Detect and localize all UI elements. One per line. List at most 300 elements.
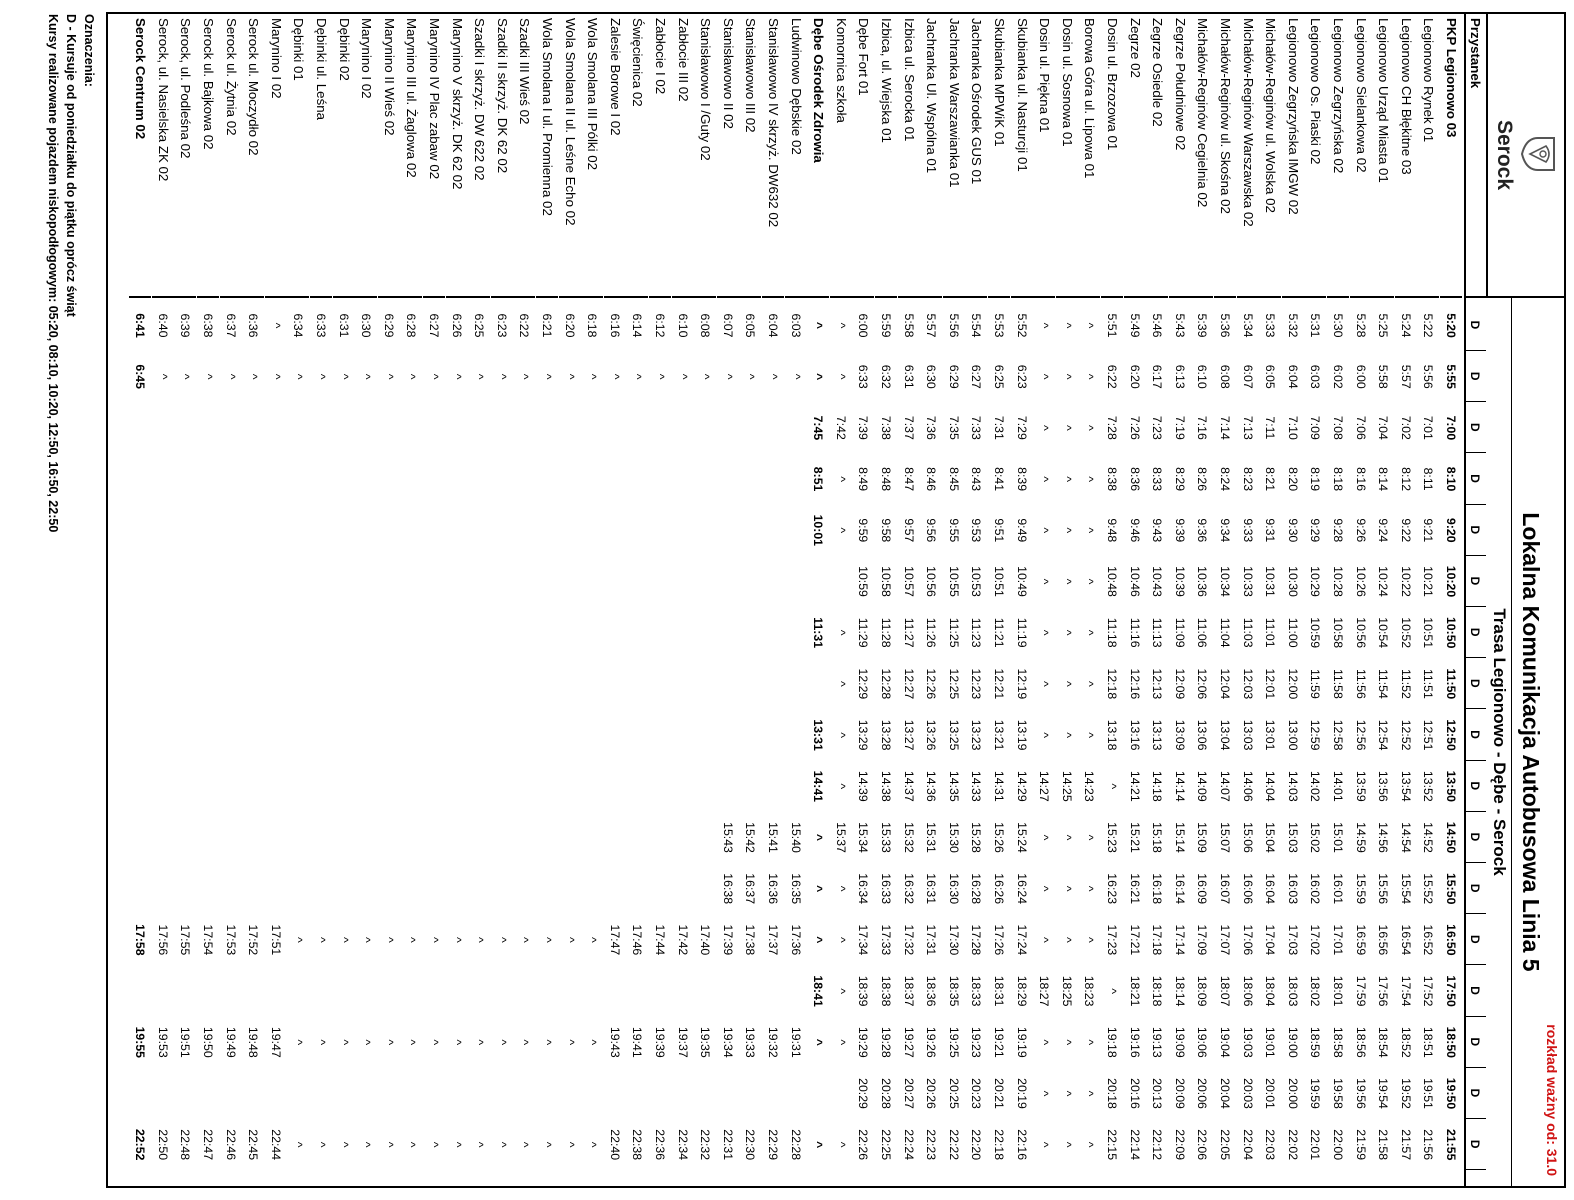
time-cell [694, 966, 716, 1017]
time-cell: 15:24 [1014, 822, 1029, 853]
time-cell [174, 505, 196, 556]
time-cell: 7:38 [879, 415, 893, 440]
stop-row [1011, 14, 1033, 1186]
time-cell [626, 454, 648, 505]
stop-name: Serock ul. Żytnia 02 [220, 14, 242, 298]
time-cell: 7:04 [1376, 415, 1391, 440]
time-cell: 12:27 [901, 668, 916, 700]
time-cell: 7:11 [1263, 416, 1278, 440]
time-cell: 15:54 [1398, 873, 1413, 905]
time-cell [129, 454, 151, 505]
time-cell: 18:56 [1353, 1026, 1368, 1058]
time-cell: 9:29 [1308, 518, 1323, 543]
time-cell: 6:00 [856, 313, 871, 338]
time-cell: 16:33 [879, 873, 893, 905]
time-cell [310, 1068, 332, 1119]
time-cell: 14:36 [924, 770, 939, 802]
time-cell: 5:39 [1195, 313, 1210, 338]
town-name: Serock [1493, 119, 1516, 191]
time-cell [559, 863, 581, 914]
time-cell: 11:13 [1150, 617, 1165, 648]
stop-row [649, 14, 671, 1186]
time-cell: ^ [1059, 1141, 1074, 1148]
time-cell: 20:25 [946, 1078, 961, 1109]
time-cell [491, 761, 513, 812]
stop-name: Serock ul. Bajkowa 02 [197, 14, 219, 298]
time-cell: 20:01 [1263, 1078, 1278, 1109]
time-cell: ^ [381, 937, 396, 943]
time-cell: ^ [1037, 527, 1052, 534]
time-cell: 12:03 [1240, 668, 1255, 700]
time-cell [672, 556, 694, 607]
time-cell: 17:37 [766, 924, 780, 956]
time-cell: 17:31 [924, 924, 939, 956]
time-cell: ^ [268, 373, 283, 380]
time-cell: 11:04 [1218, 617, 1232, 648]
time-cell: 6:03 [788, 313, 803, 338]
time-cell: 10:55 [946, 566, 961, 597]
time-cell [242, 556, 264, 607]
time-cell: ^ [698, 373, 713, 380]
time-cell [513, 710, 535, 761]
time-cell [468, 812, 490, 863]
time-cell: 13:50 [1444, 770, 1458, 803]
time-cell: ^ [494, 937, 509, 943]
time-cell [717, 658, 739, 709]
time-cell: 11:18 [1105, 617, 1119, 648]
time-cell: ^ [246, 373, 261, 380]
time-cell: 16:50 [1444, 924, 1458, 956]
time-cell: 15:42 [743, 822, 758, 853]
time-cell [626, 556, 648, 607]
stop-row [536, 14, 558, 1186]
time-cell: ^ [1082, 322, 1097, 329]
stop-name: Stanisławowo I /Guty 02 [694, 14, 716, 298]
time-cell: 7:19 [1172, 415, 1187, 440]
time-cell [220, 812, 242, 863]
stop-row [604, 14, 626, 1186]
time-cell: 19:47 [268, 1026, 283, 1058]
time-cell: 5:43 [1172, 313, 1187, 338]
time-cell: 6:05 [743, 313, 758, 338]
time-cell: 7:23 [1150, 415, 1165, 440]
time-cell: 22:05 [1218, 1129, 1232, 1161]
time-cell: ^ [562, 1039, 577, 1046]
time-cell: 7:37 [901, 415, 916, 440]
time-cell: 18:52 [1398, 1026, 1413, 1058]
time-cell: 22:00 [1331, 1129, 1345, 1161]
time-cell: 19:21 [992, 1026, 1006, 1058]
time-cell [129, 812, 151, 863]
time-cell [649, 607, 671, 658]
timetable-header [1486, 14, 1564, 1186]
time-cell: 22:40 [607, 1129, 622, 1161]
time-cell: 6:08 [1218, 364, 1232, 389]
time-cell: ^ [268, 322, 283, 329]
time-cell [287, 812, 309, 863]
time-cell: 12:58 [1331, 719, 1345, 751]
time-cell: 12:59 [1308, 719, 1323, 751]
time-cell: 17:23 [1105, 924, 1119, 956]
time-cell [400, 658, 422, 709]
coat-of-arms-icon [1520, 134, 1558, 174]
time-cell: 11:58 [1331, 668, 1345, 699]
time-cell: 15:31 [924, 822, 939, 853]
time-cell [174, 710, 196, 761]
time-cell: ^ [1037, 425, 1052, 431]
departure-mark: D [1466, 658, 1486, 709]
stop-name: Michałów-Reginów Cegielnia 02 [1191, 14, 1213, 298]
time-cell: 9:48 [1105, 518, 1119, 543]
time-cell [785, 658, 807, 709]
time-cell [762, 658, 784, 709]
time-cell [446, 761, 468, 812]
time-cell: ^ [517, 373, 532, 380]
time-cell: ^ [833, 527, 848, 534]
stop-row [378, 14, 400, 1186]
time-cell: 18:59 [1308, 1026, 1323, 1058]
time-cell [626, 966, 648, 1017]
time-cell: 14:27 [1037, 770, 1052, 802]
stop-name: Święcienica 02 [626, 14, 648, 298]
time-cell: 5:55 [1444, 364, 1458, 389]
time-cell: 15:01 [1331, 822, 1345, 853]
time-cell: 8:14 [1376, 467, 1391, 492]
time-cell: ^ [427, 1141, 441, 1148]
time-cell [491, 863, 513, 914]
time-cell [378, 863, 400, 914]
time-cell [717, 761, 739, 812]
time-cell: ^ [1082, 681, 1097, 687]
time-cell: 13:18 [1105, 719, 1119, 751]
stop-row [1101, 14, 1123, 1186]
time-cell [378, 812, 400, 863]
time-cell: 10:26 [1353, 566, 1368, 597]
time-cell: 8:46 [924, 467, 939, 492]
stop-row [943, 14, 965, 1186]
stop-row [355, 14, 377, 1186]
time-cell [174, 863, 196, 914]
time-cell: 5:49 [1127, 313, 1142, 338]
time-cell [807, 556, 829, 607]
time-cell [265, 607, 287, 658]
time-cell: 18:31 [992, 975, 1006, 1007]
time-cell: 9:34 [1218, 518, 1232, 543]
time-cell [717, 454, 739, 505]
time-cell [220, 454, 242, 505]
time-cell: 10:46 [1127, 566, 1142, 597]
time-cell [649, 556, 671, 607]
header-row [1464, 14, 1486, 1186]
time-cell: 6:33 [856, 364, 871, 389]
time-cell: 20:09 [1172, 1078, 1187, 1109]
time-cell [220, 1068, 242, 1119]
time-cell: ^ [811, 1141, 826, 1149]
time-cell [491, 505, 513, 556]
time-cell: 22:38 [630, 1129, 645, 1161]
time-cell [468, 1068, 490, 1119]
time-cell [446, 710, 468, 761]
time-cell: 7:09 [1308, 415, 1323, 440]
stop-name: Stanisławowo II 02 [717, 14, 739, 298]
time-cell: 11:00 [1285, 617, 1300, 648]
time-cell: ^ [585, 937, 600, 943]
time-cell [739, 1068, 761, 1119]
time-cell [536, 402, 558, 453]
time-cell: 15:02 [1308, 822, 1323, 853]
time-cell: ^ [833, 476, 848, 482]
time-cell [491, 454, 513, 505]
stop-row [852, 14, 874, 1186]
departure-mark: D [1466, 351, 1486, 402]
time-cell: 10:24 [1376, 566, 1391, 597]
time-cell [355, 556, 377, 607]
time-cell: 8:39 [1014, 467, 1029, 492]
time-cell: 9:53 [969, 518, 984, 543]
time-cell: ^ [291, 373, 306, 380]
time-cell [581, 812, 603, 863]
time-cell [717, 556, 739, 607]
time-cell: 13:59 [1353, 770, 1368, 802]
time-cell: ^ [1059, 681, 1074, 687]
stop-name: Borowa Góra ul. Lipowa 01 [1078, 14, 1100, 298]
time-cell [174, 402, 196, 453]
stop-row [1282, 14, 1304, 1186]
stop-name: Zalesie Borowe I 02 [604, 14, 626, 298]
time-cell: 18:33 [969, 975, 984, 1007]
time-cell: 16:36 [766, 873, 780, 905]
time-cell: 22:20 [969, 1129, 984, 1161]
time-cell: 16:56 [1376, 924, 1391, 956]
stop-name: Szadki II skrzyż. DK 62 02 [491, 14, 513, 298]
time-cell [400, 505, 422, 556]
time-cell: 13:23 [969, 719, 984, 751]
time-cell: 6:25 [472, 313, 487, 338]
stop-row [174, 14, 196, 1186]
time-cell: ^ [1037, 732, 1052, 738]
time-cell: 8:33 [1150, 467, 1165, 492]
time-cell: 22:18 [992, 1129, 1006, 1161]
time-cell: 16:38 [720, 873, 735, 905]
time-cell [174, 658, 196, 709]
time-cell: 12:00 [1285, 668, 1300, 700]
time-cell: 22:03 [1263, 1129, 1278, 1161]
time-cell: 19:18 [1105, 1026, 1119, 1058]
time-cell: 6:22 [1105, 364, 1119, 389]
time-cell: 5:20 [1444, 313, 1458, 338]
time-cell: ^ [1037, 681, 1052, 687]
time-cell: 6:16 [607, 313, 622, 338]
time-cell: ^ [1082, 629, 1097, 636]
time-cell: 19:48 [246, 1026, 261, 1058]
time-cell: ^ [1105, 988, 1119, 994]
time-cell [423, 402, 445, 453]
time-cell: ^ [833, 937, 848, 943]
time-cell: ^ [449, 1141, 464, 1148]
time-cell: 17:28 [969, 924, 984, 956]
time-cell [739, 710, 761, 761]
time-cell: 16:03 [1285, 873, 1300, 905]
time-cell: 16:04 [1263, 873, 1278, 905]
time-cell [287, 710, 309, 761]
time-cell [310, 966, 332, 1017]
time-cell: 19:49 [223, 1026, 238, 1058]
time-cell: 19:32 [766, 1026, 780, 1058]
time-cell: 7:36 [924, 415, 939, 440]
time-cell: 19:41 [630, 1026, 645, 1058]
time-cell [400, 863, 422, 914]
stop-name: Zegrze Osiedle 02 [1146, 14, 1168, 298]
time-cell: 20:21 [992, 1078, 1006, 1109]
time-cell: 17:03 [1285, 924, 1300, 956]
time-cell [378, 1068, 400, 1119]
time-cell: 17:09 [1195, 924, 1210, 956]
time-cell: 17:26 [992, 924, 1006, 956]
time-cell [762, 454, 784, 505]
time-cell: 5:58 [1376, 364, 1391, 389]
time-cell [265, 658, 287, 709]
time-cell [468, 505, 490, 556]
time-cell: 15:26 [992, 822, 1006, 853]
time-cell: 18:41 [811, 975, 826, 1007]
time-cell: ^ [517, 1141, 532, 1148]
time-cell [310, 556, 332, 607]
time-cell: ^ [1037, 834, 1052, 841]
time-cell [604, 863, 626, 914]
time-cell: 10:49 [1014, 566, 1029, 597]
time-cell: ^ [1082, 476, 1097, 482]
time-cell: 14:09 [1195, 770, 1210, 802]
time-cell: 8:26 [1195, 467, 1210, 492]
time-cell [536, 863, 558, 914]
time-cell: 13:13 [1150, 719, 1165, 751]
time-cell [446, 812, 468, 863]
time-cell [265, 966, 287, 1017]
departure-mark: D [1466, 1119, 1486, 1170]
time-cell: 5:52 [1014, 313, 1029, 338]
time-cell [581, 966, 603, 1017]
time-cell [468, 607, 490, 658]
time-cell: 17:44 [653, 924, 667, 956]
time-cell: 6:31 [901, 364, 916, 389]
time-cell: 10:21 [1421, 566, 1436, 597]
time-cell [174, 1068, 196, 1119]
time-cell [785, 454, 807, 505]
time-cell [626, 607, 648, 658]
time-cell: 6:36 [246, 313, 261, 338]
time-cell [559, 658, 581, 709]
stop-row [1259, 14, 1281, 1186]
time-cell: ^ [494, 1141, 509, 1148]
time-cell [220, 607, 242, 658]
time-cell: 22:47 [201, 1129, 215, 1161]
time-cell: 19:51 [178, 1026, 193, 1058]
time-cell [220, 658, 242, 709]
time-cell [333, 966, 355, 1017]
time-cell [400, 710, 422, 761]
time-cell: 10:48 [1105, 566, 1119, 597]
time-cell: ^ [427, 373, 441, 380]
time-cell: ^ [833, 322, 848, 329]
time-cell [468, 761, 490, 812]
time-cell: 9:20 [1444, 517, 1458, 543]
time-cell [694, 556, 716, 607]
time-cell: 6:08 [698, 313, 713, 338]
time-cell: 7:01 [1421, 415, 1436, 440]
time-cell: 19:52 [1398, 1078, 1413, 1109]
time-cell: 22:04 [1240, 1129, 1255, 1161]
time-cell: 12:16 [1127, 668, 1142, 700]
time-cell: 7:42 [833, 415, 848, 440]
stop-name: Jachranka Warszawianka 01 [943, 14, 965, 298]
time-cell: 8:11 [1421, 467, 1436, 491]
route-title: Trasa Legionowo - Dębe - Serock [1487, 298, 1512, 1186]
time-cell: 14:18 [1150, 770, 1165, 802]
time-cell [355, 761, 377, 812]
time-cell [717, 505, 739, 556]
time-cell: ^ [336, 1141, 351, 1148]
time-cell: 17:06 [1240, 924, 1255, 956]
time-cell: ^ [540, 373, 554, 380]
time-cell [197, 454, 219, 505]
time-cell [129, 761, 151, 812]
time-cell [174, 454, 196, 505]
stop-name: PKP Legionowo 03 [1440, 14, 1462, 298]
time-cell [423, 812, 445, 863]
time-cell: 8:36 [1127, 467, 1142, 492]
time-cell [287, 658, 309, 709]
time-cell: 10:36 [1195, 566, 1210, 597]
time-cell: ^ [427, 937, 441, 943]
time-cell: ^ [1037, 885, 1052, 892]
valid-from-label: rozkład ważny od: 31.0 [1544, 1024, 1560, 1176]
time-cell: ^ [1082, 834, 1097, 841]
time-cell: 19:33 [743, 1026, 758, 1058]
time-cell: 6:40 [155, 313, 170, 338]
time-cell: 16:28 [969, 873, 984, 905]
time-cell: 16:37 [743, 873, 758, 905]
time-cell: ^ [494, 373, 509, 380]
time-cell [333, 761, 355, 812]
time-cell [333, 1068, 355, 1119]
time-cell [672, 966, 694, 1017]
stop-name: Komornica szkoła [830, 14, 852, 298]
stop-row [400, 14, 422, 1186]
time-cell: 22:31 [720, 1129, 735, 1161]
stop-row [1327, 14, 1349, 1186]
time-cell: 18:35 [946, 975, 961, 1007]
time-cell: 12:18 [1105, 668, 1119, 700]
time-cell: 8:16 [1353, 467, 1368, 492]
time-cell [446, 1068, 468, 1119]
time-cell: 20:18 [1105, 1078, 1119, 1109]
time-cell: 9:57 [901, 518, 916, 543]
legend-d-note: D - Kursuje od poniedziałku do piątku oprócz świąt [64, 14, 78, 317]
time-cell: 7:31 [992, 415, 1006, 440]
time-cell: 17:50 [1444, 975, 1458, 1007]
time-cell: 6:12 [653, 313, 667, 338]
time-cell: 10:57 [901, 566, 916, 597]
time-cell [559, 966, 581, 1017]
time-cell: 15:06 [1240, 822, 1255, 853]
stop-row [581, 14, 603, 1186]
time-cell: 6:22 [517, 313, 532, 338]
time-cell [152, 710, 174, 761]
time-cell: 6:18 [585, 313, 600, 338]
time-cell [400, 454, 422, 505]
stop-name: Legionowo Os. Piaski 02 [1304, 14, 1326, 298]
time-cell [694, 812, 716, 863]
